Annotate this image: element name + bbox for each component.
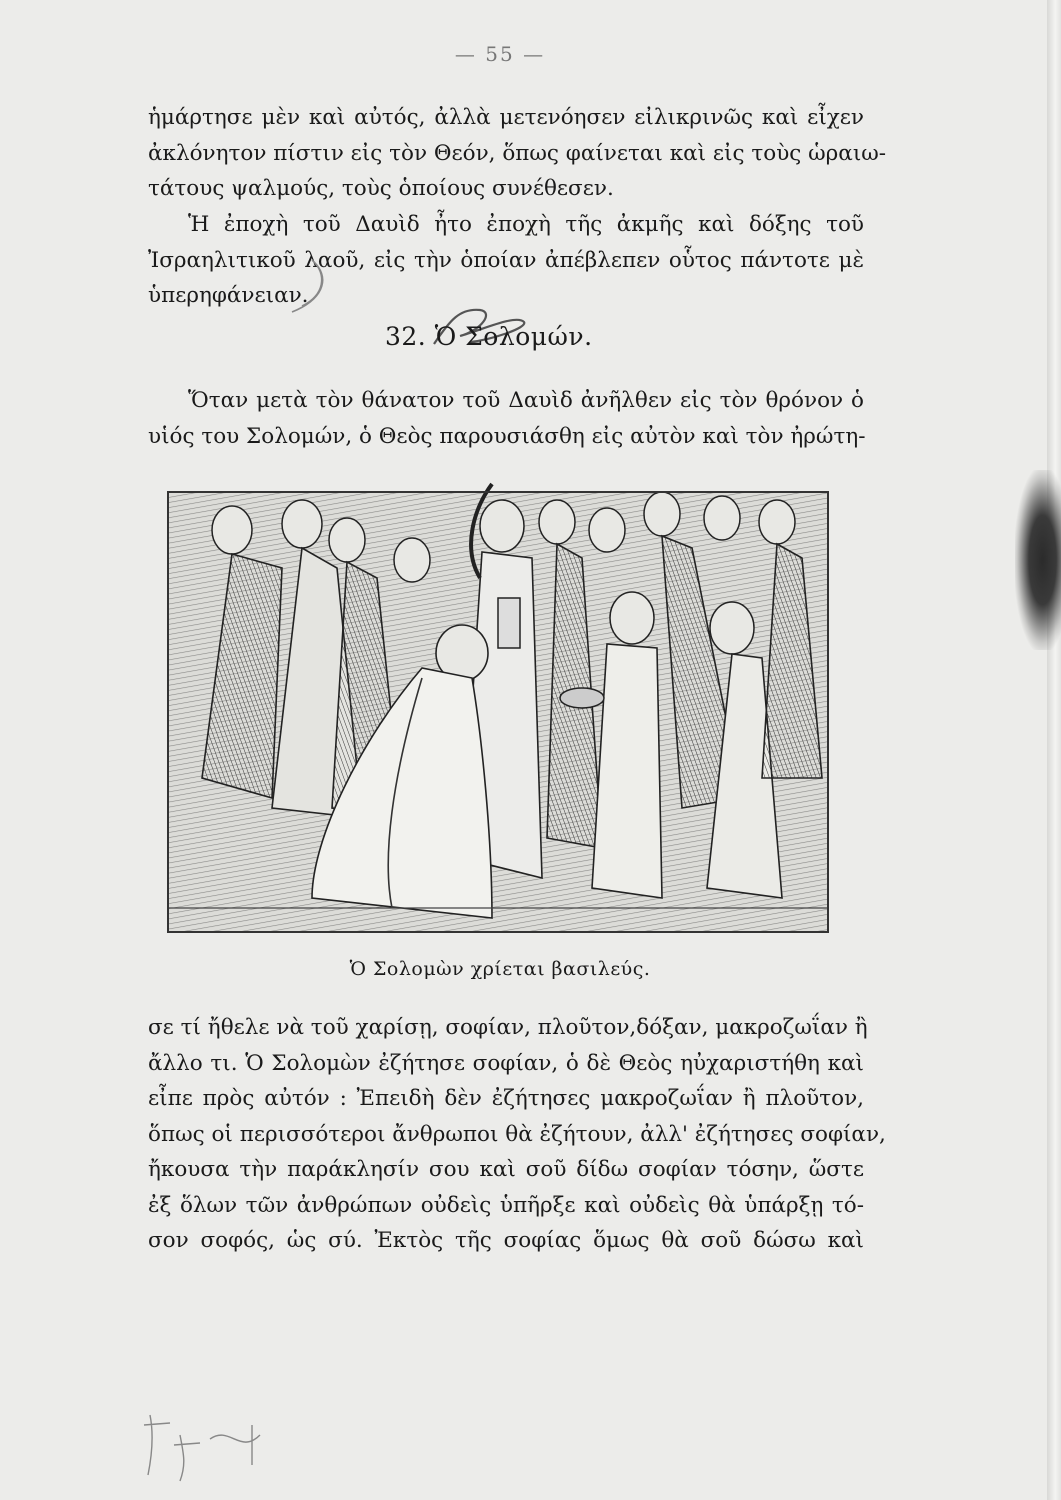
text-line: εἶπε πρὸς αὐτόν : Ἐπειδὴ δὲν ἐζήτησες μακροζωΐαν ἢ πλοῦτον, xyxy=(148,1086,864,1111)
page-edge xyxy=(1047,0,1061,1500)
paragraph-4 xyxy=(148,1010,886,1259)
text-line: ἡμάρτησε μὲν καὶ αὐτός, ἀλλὰ μετενόησεν εἰλικρινῶς καὶ εἶχεν xyxy=(148,105,864,130)
text-line: τάτους ψαλμούς, τοὺς ὁποίους συνέθεσεν. xyxy=(148,176,614,201)
pencil-signature xyxy=(140,1395,290,1485)
text-line: ἤκουσα τὴν παράκλησίν σου καὶ σοῦ δίδω σοφίαν τόσην, ὥστε xyxy=(148,1157,864,1182)
text-line: ἄλλο τι. Ὁ Σολομὼν ἐζήτησε σοφίαν, ὁ δὲ Θεὸς ηὐχαριστήθη καὶ xyxy=(148,1050,864,1076)
page-stain xyxy=(1015,470,1061,650)
page-number: — 55 — xyxy=(454,42,546,66)
text-line: σε τί ἤθελε νὰ τοῦ χαρίσῃ, σοφίαν, πλοῦτον,δόξαν, μακροζωΐαν ἢ xyxy=(148,1015,868,1040)
text-line: Ἰσραηλιτικοῦ λαοῦ, εἰς τὴν ὁποίαν ἀπέβλεπεν οὗτος πάντοτε μὲ xyxy=(148,247,864,273)
text-line: ἐξ ὅλων τῶν ἀνθρώπων οὐδεὶς ὑπῆρξε καὶ οὐδεὶς θὰ ὑπάρξῃ τό- xyxy=(148,1192,864,1218)
section-heading: 32. Ὁ Σολομών. xyxy=(385,322,593,351)
pencil-bracket-mark xyxy=(272,256,332,316)
text-line: Ὅταν μετὰ τὸν θάνατον τοῦ Δαυὶδ ἀνῆλθεν εἰς τὸν θρόνον ὁ xyxy=(188,388,864,413)
text-line: ὑπερηφάνειαν. xyxy=(148,283,309,308)
paragraph-3 xyxy=(148,383,864,454)
anointing-engraving xyxy=(162,478,834,934)
figure-caption: Ὁ Σολομὼν χρίεται βασιλεύς. xyxy=(349,958,651,980)
text-line: υἱός του Σολομών, ὁ Θεὸς παρουσιάσθη εἰς αὐτὸν καὶ τὸν ἠρώτη- xyxy=(148,423,866,449)
paragraph-1 xyxy=(148,100,887,207)
text-line: ἀκλόνητον πίστιν εἰς τὸν Θεόν, ὅπως φαίνεται καὶ εἰς τοὺς ὡραιω- xyxy=(148,140,887,166)
paragraph-2 xyxy=(148,207,864,314)
text-line: Ἡ ἐποχὴ τοῦ Δαυὶδ ἦτο ἐποχὴ τῆς ἀκμῆς καὶ δόξης τοῦ xyxy=(188,212,864,237)
text-line: ὅπως οἱ περισσότεροι ἄνθρωποι θὰ ἐζήτουν, ἀλλ' ἐζήτησες σοφίαν, xyxy=(148,1121,886,1147)
text-line: σον σοφός, ὡς σύ. Ἐκτὸς τῆς σοφίας ὅμως θὰ σοῦ δώσω καὶ xyxy=(148,1228,864,1253)
